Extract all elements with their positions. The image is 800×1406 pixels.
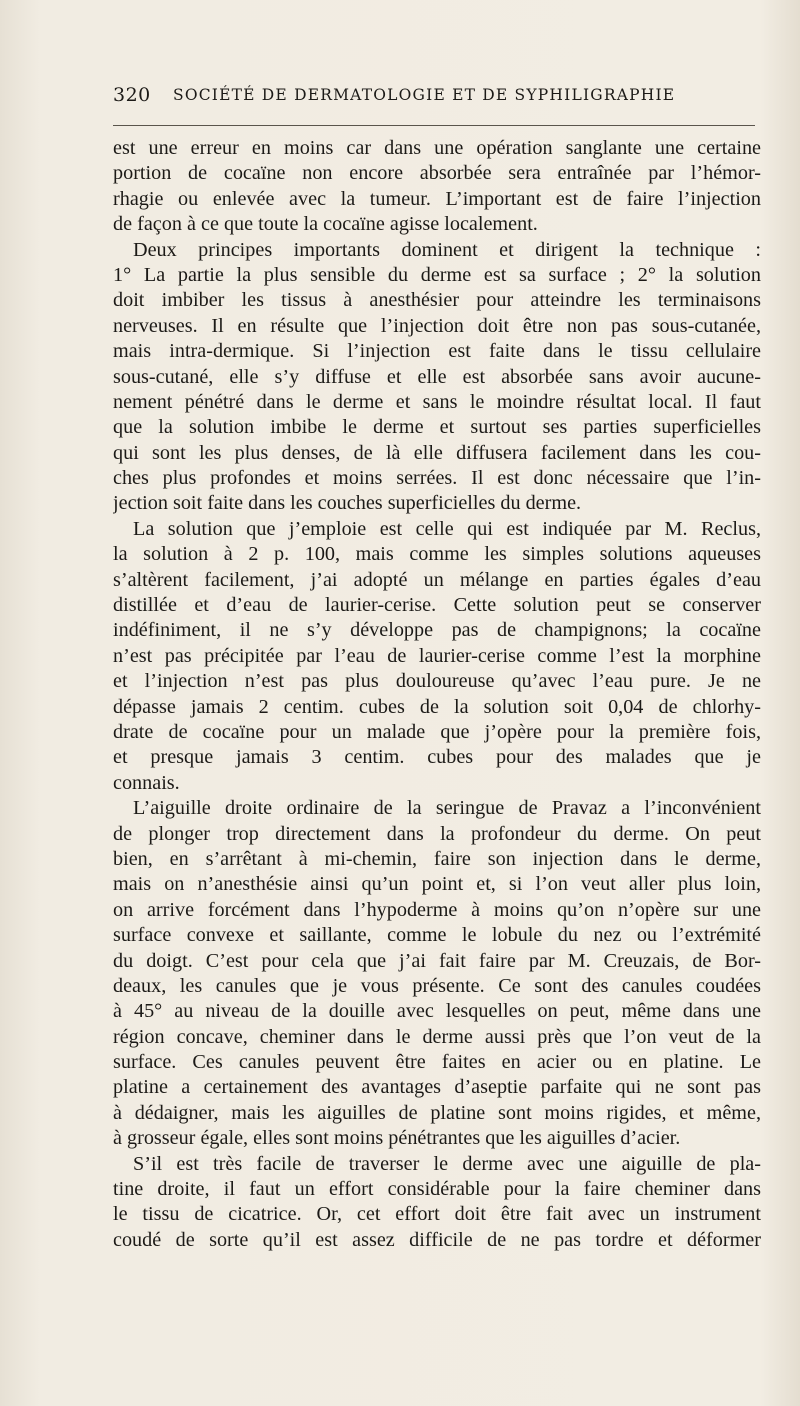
text-line: de plonger trop directement dans la profondeur du derme. On peut (113, 822, 761, 845)
text-line: est une erreur en moins car dans une opération sanglante une certaine (113, 137, 761, 159)
running-title: SOCIÉTÉ DE DERMATOLOGIE ET DE SYPHILIGRAPHIE (173, 86, 676, 104)
text-line: platine a certainement des avantages d’aseptie parfaite qui ne sont pas (113, 1076, 761, 1099)
text-line: région concave, cheminer dans le derme aussi près que l’on veut de la (113, 1025, 761, 1048)
text-line: La solution que j’emploie est celle qui est indiquée par M. Reclus, (133, 517, 761, 540)
text-line: à 45° au niveau de la douille avec lesquelles on peut, même dans une (113, 1000, 761, 1023)
text-line: connais. (113, 771, 180, 794)
text-line: et presque jamais 3 centim. cubes pour des malades que je (113, 746, 761, 769)
text-line: dépasse jamais 2 centim. cubes de la solution soit 0,04 de chlorhy- (113, 695, 761, 718)
text-line: indéfiniment, il ne s’y développe pas de champignons; la cocaïne (113, 619, 761, 642)
text-line: n’est pas précipitée par l’eau de laurier-cerise comme l’est la morphine (113, 644, 761, 667)
text-line: nerveuses. Il en résulte que l’injection doit être non pas sous-cutanée, (113, 314, 761, 337)
text-line: drate de cocaïne pour un malade que j’opère pour la première fois, (113, 720, 761, 743)
text-line: et l’injection n’est pas plus douloureuse qu’avec l’eau pure. Je ne (113, 670, 761, 693)
text-line: sous-cutané, elle s’y diffuse et elle est absorbée sans avoir aucune- (113, 365, 761, 388)
text-line: bien, en s’arrêtant à mi-chemin, faire son injection dans le derme, (113, 847, 761, 870)
text-line: tine droite, il faut un effort considérable pour la faire cheminer dans (113, 1178, 761, 1201)
text-line: mais intra-dermique. Si l’injection est faite dans le tissu cellulaire (113, 340, 761, 363)
text-line: surface convexe et saillante, comme le lobule du nez ou l’extrémité (113, 924, 761, 947)
text-line: à grosseur égale, elles sont moins pénétrantes que les aiguilles d’acier. (113, 1127, 681, 1150)
text-line: la solution à 2 p. 100, mais comme les simples solutions aqueuses (113, 543, 761, 566)
text-line: s’altèrent facilement, j’ai adopté un mélange en parties égales d’eau (113, 568, 761, 591)
text-line: nement pénétré dans le derme et sans le moindre résultat local. Il faut (113, 390, 761, 413)
text-line: Deux principes importants dominent et dirigent la technique : (133, 238, 761, 261)
text-line: rhagie ou enlevée avec la tumeur. L’important est de faire l’injection (113, 187, 761, 210)
text-line: distillée et d’eau de laurier-cerise. Cette solution peut se conserver (113, 594, 761, 617)
text-line: le tissu de cicatrice. Or, cet effort doit être fait avec un instrument (113, 1203, 761, 1226)
text-line: deaux, les canules que je vous présente. Ce sont des canules coudées (113, 974, 761, 997)
text-line: du doigt. C’est pour cela que j’ai fait faire par M. Creuzais, de Bor- (113, 949, 761, 972)
text-line: mais on n’anesthésie ainsi qu’un point et, si l’on veut aller plus loin, (113, 873, 761, 896)
body-text (113, 136, 761, 1253)
text-line: L’aiguille droite ordinaire de la seringue de Pravaz a l’inconvénient (133, 797, 761, 820)
header-rule (113, 125, 755, 126)
page-number: 320 (113, 84, 151, 106)
text-line: surface. Ces canules peuvent être faites en acier ou en platine. Le (113, 1051, 761, 1074)
text-line: coudé de sorte qu’il est assez difficile de ne pas tordre et déformer (113, 1228, 761, 1251)
text-line: S’il est très facile de traverser le derme avec une aiguille de pla- (133, 1152, 761, 1175)
text-line: ches plus profondes et moins serrées. Il est donc nécessaire que l’in- (113, 467, 761, 490)
text-line: de façon à ce que toute la cocaïne agisse localement. (113, 213, 538, 236)
text-line: doit imbiber les tissus à anesthésier pour atteindre les terminaisons (113, 289, 761, 312)
text-line: 1° La partie la plus sensible du derme est sa surface ; 2° la solution (113, 263, 761, 286)
text-line: jection soit faite dans les couches superficielles du derme. (113, 492, 582, 515)
text-line: qui sont les plus denses, de là elle diffusera facilement dans les cou- (113, 441, 761, 464)
text-line: à dédaigner, mais les aiguilles de platine sont moins rigides, et même, (113, 1101, 761, 1124)
text-line: portion de cocaïne non encore absorbée sera entraînée par l’hémor- (113, 162, 761, 185)
text-line: on arrive forcément dans l’hypoderme à moins qu’on n’opère sur une (113, 898, 761, 921)
page-header (113, 84, 755, 110)
text-line: que la solution imbibe le derme et surtout ses parties superficielles (113, 416, 761, 439)
